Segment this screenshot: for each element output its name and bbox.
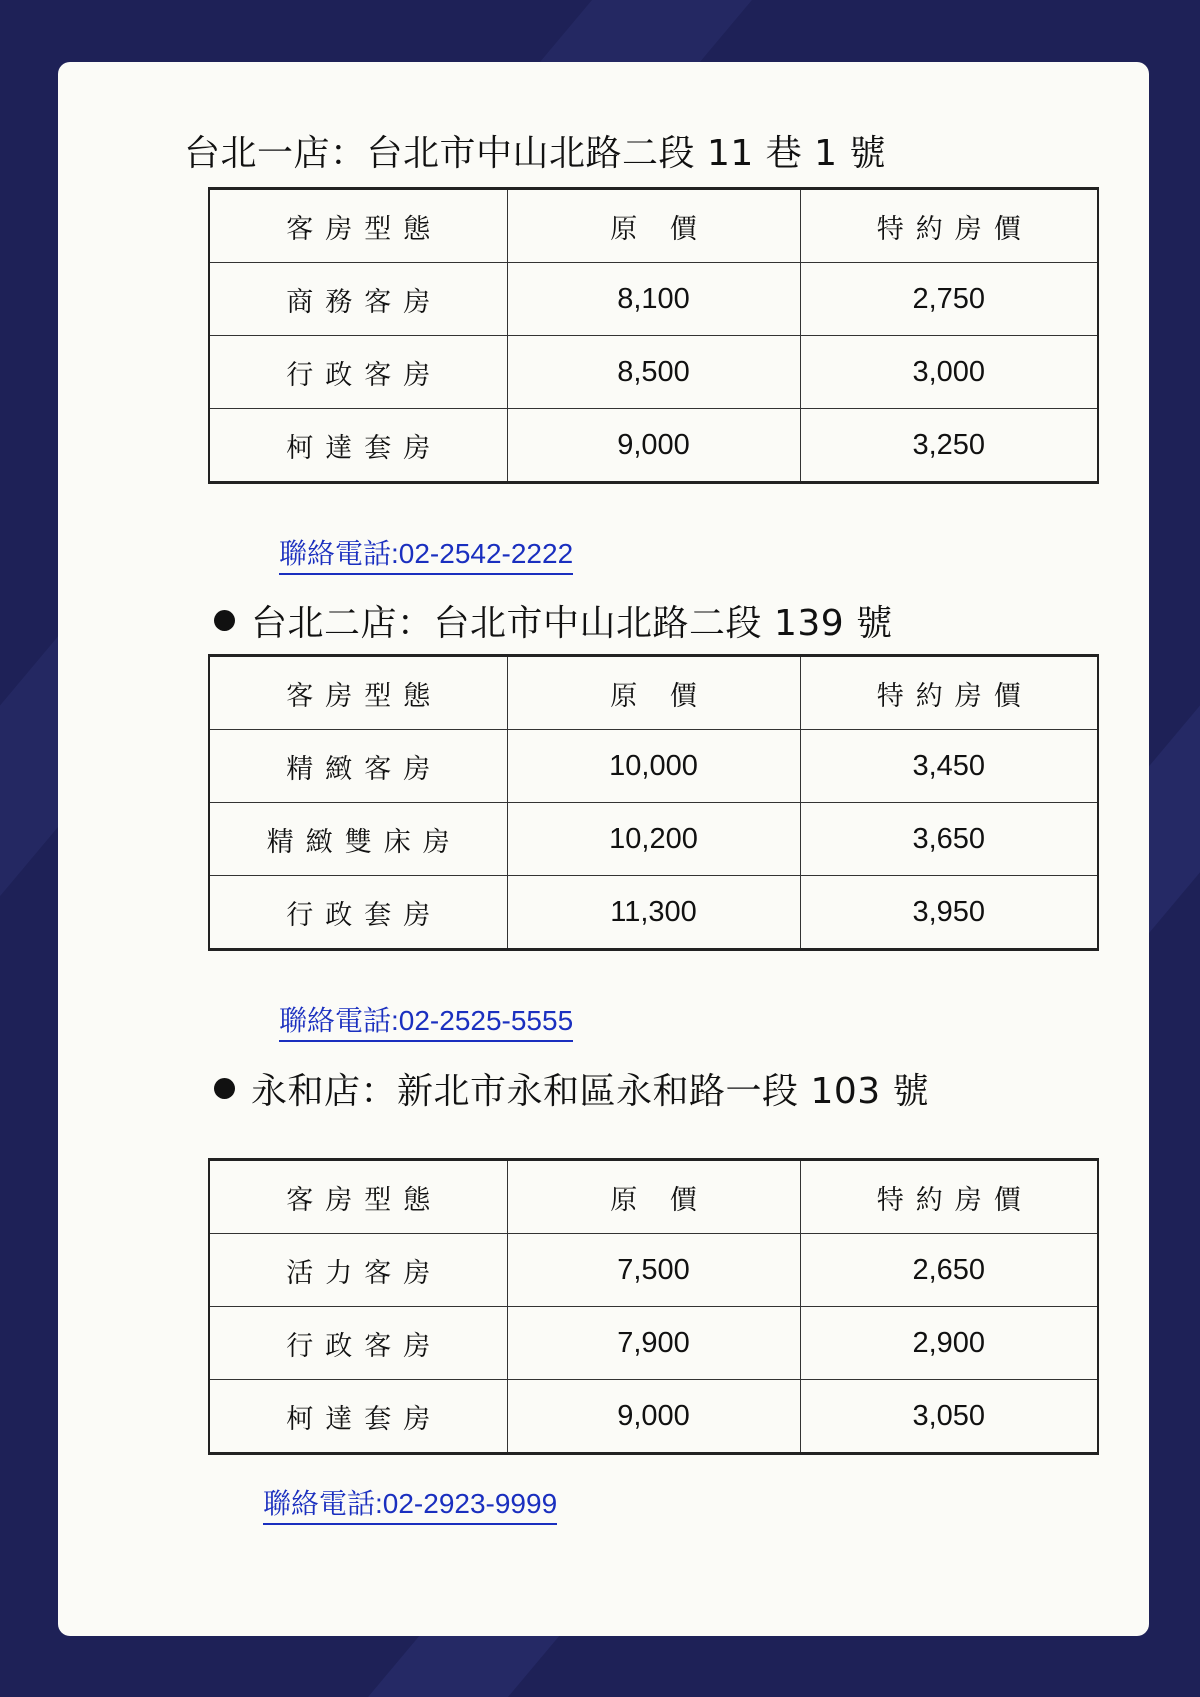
original-price-cell: 8,500 xyxy=(507,336,800,409)
room-type-cell: 活力客房 xyxy=(209,1234,507,1307)
room-type-cell: 精緻雙床房 xyxy=(209,803,507,876)
table-row xyxy=(209,336,1098,409)
special-price-cell: 3,450 xyxy=(800,730,1098,803)
special-price-cell: 3,050 xyxy=(800,1380,1098,1454)
header-special-price: 特約房價 xyxy=(800,1160,1098,1234)
room-type-cell: 行政客房 xyxy=(209,1307,507,1380)
room-type-cell: 行政客房 xyxy=(209,336,507,409)
table-header-row xyxy=(209,1160,1098,1234)
header-room-type: 客房型態 xyxy=(209,656,507,730)
table-row xyxy=(209,409,1098,483)
room-type-cell: 精緻客房 xyxy=(209,730,507,803)
room-type-cell: 柯達套房 xyxy=(209,1380,507,1454)
header-original-price: 原 價 xyxy=(507,189,800,263)
header-special-price: 特約房價 xyxy=(800,189,1098,263)
bullet-icon xyxy=(214,610,235,631)
original-price-cell: 8,100 xyxy=(507,263,800,336)
header-room-type: 客房型態 xyxy=(209,189,507,263)
hotel-heading-text: 永和店：新北市永和區永和路一段 103 號 xyxy=(251,1070,930,1112)
room-type-cell: 柯達套房 xyxy=(209,409,507,483)
table-row xyxy=(209,263,1098,336)
table-row xyxy=(209,1234,1098,1307)
table-row xyxy=(209,803,1098,876)
original-price-cell: 10,200 xyxy=(507,803,800,876)
table-row xyxy=(209,1307,1098,1380)
phone-link[interactable]: 聯絡電話:02-2542-2222 xyxy=(279,532,573,575)
phone-link[interactable]: 聯絡電話:02-2923-9999 xyxy=(263,1482,557,1525)
special-price-cell: 2,650 xyxy=(800,1234,1098,1307)
bullet-icon xyxy=(214,1078,235,1099)
header-original-price: 原 價 xyxy=(507,1160,800,1234)
special-price-cell: 3,650 xyxy=(800,803,1098,876)
original-price-cell: 9,000 xyxy=(507,409,800,483)
special-price-cell: 2,900 xyxy=(800,1307,1098,1380)
special-price-cell: 3,950 xyxy=(800,876,1098,950)
rate-card xyxy=(58,62,1149,1636)
table-header-row xyxy=(209,656,1098,730)
table-row xyxy=(209,730,1098,803)
rate-table xyxy=(208,187,1099,484)
rate-table xyxy=(208,654,1099,951)
rate-table xyxy=(208,1158,1099,1455)
original-price-cell: 10,000 xyxy=(507,730,800,803)
header-room-type: 客房型態 xyxy=(209,1160,507,1234)
header-special-price: 特約房價 xyxy=(800,656,1098,730)
original-price-cell: 11,300 xyxy=(507,876,800,950)
table-header-row xyxy=(209,189,1098,263)
hotel-heading xyxy=(214,1066,929,1110)
special-price-cell: 3,000 xyxy=(800,336,1098,409)
special-price-cell: 3,250 xyxy=(800,409,1098,483)
original-price-cell: 9,000 xyxy=(507,1380,800,1454)
table-row xyxy=(209,1380,1098,1454)
original-price-cell: 7,900 xyxy=(507,1307,800,1380)
hotel-heading-text: 台北一店：台北市中山北路二段 11 巷 1 號 xyxy=(184,132,886,174)
table-row xyxy=(209,876,1098,950)
hotel-heading xyxy=(184,128,886,172)
header-original-price: 原 價 xyxy=(507,656,800,730)
room-type-cell: 行政套房 xyxy=(209,876,507,950)
hotel-heading-text: 台北二店：台北市中山北路二段 139 號 xyxy=(251,602,893,644)
special-price-cell: 2,750 xyxy=(800,263,1098,336)
phone-link[interactable]: 聯絡電話:02-2525-5555 xyxy=(279,999,573,1042)
original-price-cell: 7,500 xyxy=(507,1234,800,1307)
room-type-cell: 商務客房 xyxy=(209,263,507,336)
hotel-heading xyxy=(214,598,893,642)
